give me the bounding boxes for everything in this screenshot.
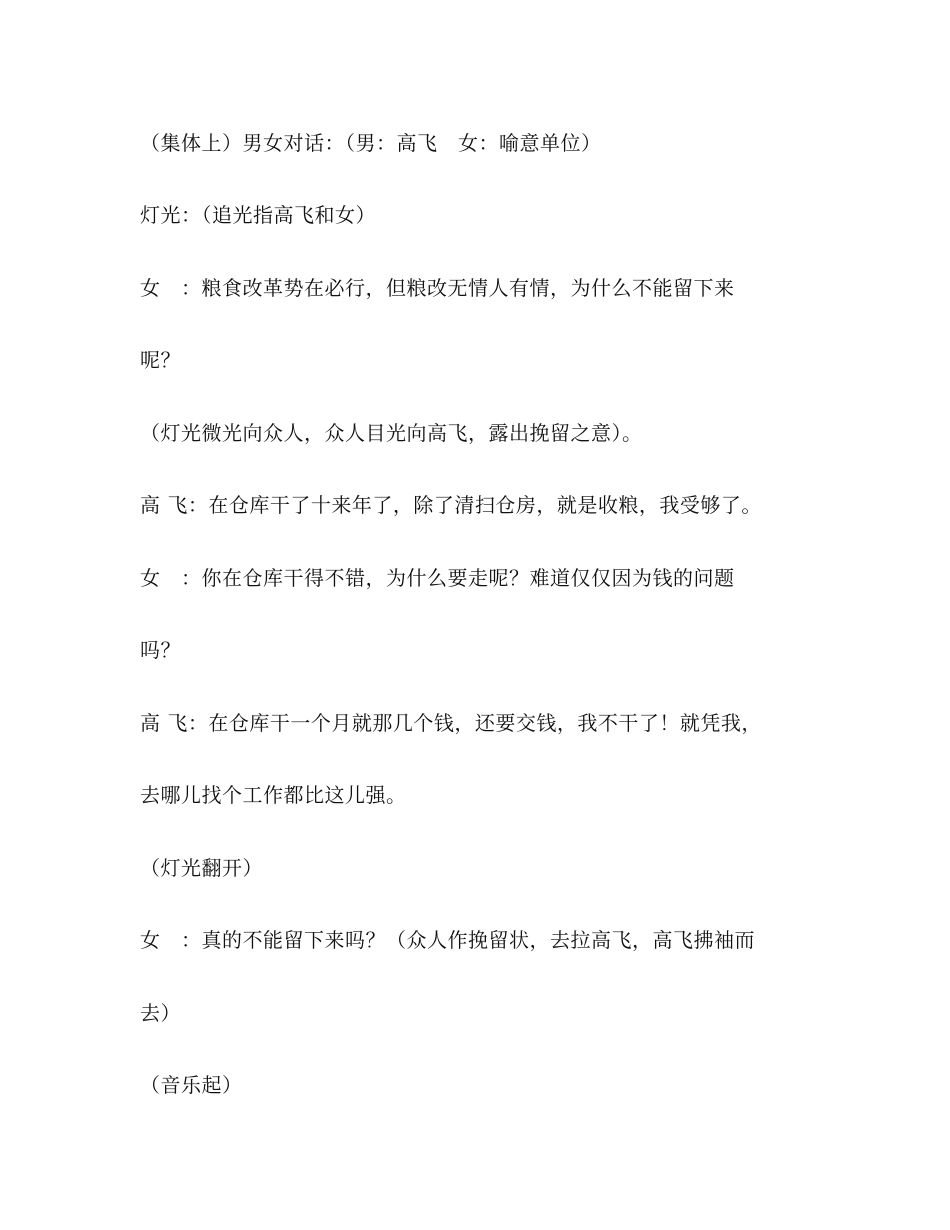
text-line: （集体上）男女对话：（男：高飞 女：喻意单位） <box>140 131 602 155</box>
text-line: （音乐起） <box>140 1073 243 1097</box>
text-line: 女 ：真的不能留下来吗？（众人作挽留状，去拉高飞，高飞拂袖而 <box>140 928 755 952</box>
text-line: 灯光：（追光指高飞和女） <box>140 203 376 227</box>
text-line: （灯光翻开） <box>140 856 263 880</box>
text-line: 去哪儿找个工作都比这儿强。 <box>140 783 407 807</box>
text-line: 高 飞：在仓库干了十来年了，除了清扫仓房，就是收粮，我受够了。 <box>140 493 762 517</box>
text-line: 女 ：粮食改革势在必行，但粮改无情人有情，为什么不能留下来 <box>140 276 735 300</box>
text-line: 去） <box>140 1001 181 1025</box>
text-line: 吗？ <box>140 638 181 662</box>
text-line: 高 飞：在仓库干一个月就那几个钱，还要交钱，我不干了！就凭我， <box>140 711 762 735</box>
text-line: （灯光微光向众人，众人目光向高飞，露出挽留之意）。 <box>140 421 643 445</box>
text-line: 女 ：你在仓库干得不错，为什么要走呢？难道仅仅因为钱的问题 <box>140 566 735 590</box>
text-line: 呢？ <box>140 348 181 372</box>
